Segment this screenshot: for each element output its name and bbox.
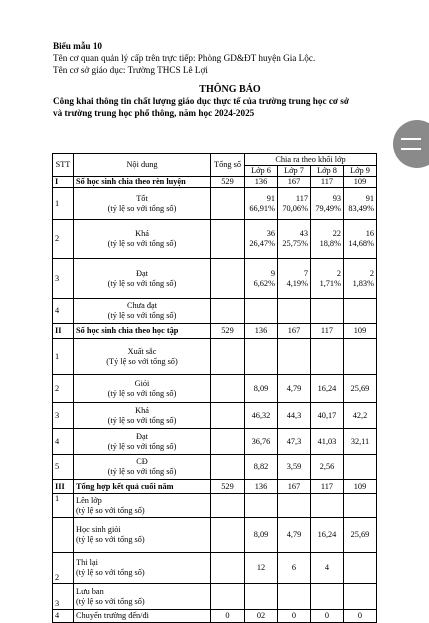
table-row: 3 Lưu ban (tỷ lệ so với tổng số): [53, 584, 377, 610]
grade-9: Lớp 9: [344, 166, 377, 177]
table-row: 1 Tốt (tỷ lệ so với tổng số) 91 66,91% 117 70,06% 93 79,49% 91 83,49%: [53, 188, 377, 220]
header-total: Tổng số: [211, 154, 245, 177]
table-row: 2 Thi lại (tỷ lệ so với tổng số) 12 6 4: [53, 553, 377, 584]
school-line: Tên cơ sở giáo dục: Trường THCS Lê Lợi: [53, 65, 208, 75]
menu-icon: [401, 138, 421, 140]
table-row: 3 Đạt (tỷ lệ so với tổng số) 9 6,62% 7 4,19% 2 1,71% 2 1,83%: [53, 259, 377, 299]
grade-7: Lớp 7: [278, 166, 311, 177]
table-row: 1 Lên lớp (tỷ lệ so với tổng số): [53, 494, 377, 518]
section-row: III Tổng hợp kết quả cuối năm 529 136 167 117 109: [53, 480, 377, 494]
grade-6: Lớp 6: [245, 166, 278, 177]
table-row: Học sinh giỏi (tỷ lệ so với tổng số) 8,09 4,79 16,24 25,69: [53, 518, 377, 553]
table-row: 2 Giỏi (tỷ lệ so với tổng số) 8,09 4,79 16,24 25,69: [53, 375, 377, 403]
table-row: 4 Chưa đạt (tỷ lệ so với tổng số): [53, 299, 377, 324]
form-number: Biểu mẫu 10: [53, 41, 103, 51]
grade-8: Lớp 8: [311, 166, 344, 177]
header-content: Nội dung: [74, 154, 211, 177]
header-grades: Chia ra theo khối lớp: [245, 154, 377, 166]
notice-subtitle-1: Công khai thông tin chất lượng giáo dục thực tế của trường trung học cơ sở: [53, 96, 349, 106]
section-row: II Số học sinh chia theo học tập 529 136 167 117 109: [53, 324, 377, 339]
header-stt: STT: [53, 154, 74, 177]
table-row: 4 Đạt (tỷ lệ so với tổng số) 36,76 47,3 41,03 32,11: [53, 429, 377, 455]
table-row: 3 Khá (tỷ lệ so với tổng số) 46,32 44,3 40,17 42,2: [53, 403, 377, 429]
menu-float-button[interactable]: [393, 120, 429, 168]
notice-subtitle-2: và trường trung học phổ thông, năm học 2024-2025: [53, 108, 255, 118]
table-row: 1 Xuất sắc (Tỷ lệ so với tổng số): [53, 339, 377, 375]
menu-icon-bar: [401, 148, 421, 150]
table-row: 5 CĐ (tỷ lệ so với tổng số) 8,82 3,59 2,56: [53, 455, 377, 480]
section-row: I Số học sinh chia theo rèn luyện 529 136 167 117 109: [53, 177, 377, 188]
table-row: 4 Chuyển trường đến/đi 0 02 0 0 0: [53, 610, 377, 623]
quality-table: [52, 153, 377, 623]
table-row: 2 Khá (tỷ lệ so với tổng số) 36 26,47% 43 25,75% 22 18,8% 16 14,68%: [53, 220, 377, 259]
agency-line: Tên cơ quan quản lý cấp trên trực tiếp: Phòng GD&ĐT huyện Gia Lộc.: [53, 53, 316, 63]
notice-title: THÔNG BÁO: [199, 84, 261, 95]
